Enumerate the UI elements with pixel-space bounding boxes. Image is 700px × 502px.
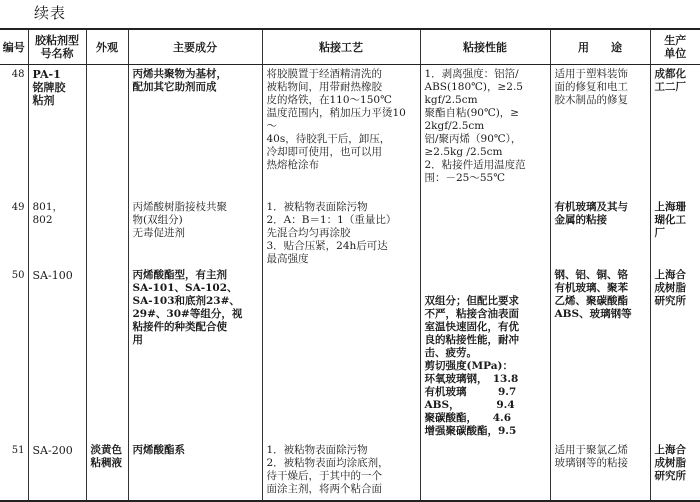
usage-cell: 钢、铝、铜、铬 有机玻璃、聚苯 乙烯、聚碳酸酯 ABS、玻璃钢等 (550, 266, 650, 441)
header-process: 粘接工艺 (262, 29, 420, 65)
usage-cell: 适用于聚氯乙烯 玻璃钢等的粘接 (550, 441, 650, 501)
row-number: 48 (11, 69, 25, 80)
row-number: 50 (11, 269, 25, 281)
header-components: 主要成分 (128, 29, 262, 65)
adhesive-name: SA-200 (28, 441, 86, 501)
maker-cell: 上海合 成树脂 研究所 (650, 266, 700, 441)
usage-cell: 适用于塑料装饰 面的修复和电工 胶木制品的修复 (550, 65, 650, 198)
process-cell (262, 266, 420, 441)
usage-cell: 有机玻璃及其与 金属的粘接 (550, 198, 650, 266)
components-cell: 丙烯酸酯系 (128, 441, 262, 501)
performance-cell (420, 441, 550, 501)
adhesive-name: PA-1 铭牌胶 粘剂 (28, 65, 86, 198)
adhesive-name: 801， 802 (28, 198, 86, 266)
maker-cell: 上海合 成树脂 研究所 (650, 441, 700, 501)
components-cell: 丙烯共聚物为基材， 配加其它助剂而成 (128, 65, 262, 198)
process-cell: 1．被粘物表面除污物 2．A：B＝1：1（重量比） 先混合均匀再涂胶 3．贴合压紧，24h后可达 最高强度 (262, 198, 420, 266)
table-row (0, 198, 700, 266)
row-number: 51 (0, 441, 28, 501)
continued-table-title: 续表 (34, 4, 67, 22)
table-row (0, 266, 700, 441)
adhesive-name: SA-100 (28, 266, 86, 441)
maker-cell: 成都化 工二厂 (650, 65, 700, 198)
components-cell: 丙烯酸树脂接枝共聚 物(双组分) 无毒促进剂 (128, 198, 262, 266)
maker-cell: 上海珊 瑚化工 厂 (650, 198, 700, 266)
performance-text: 双组分；但配比要求 不严，粘接含油表面 室温快速固化，有优 良的粘接性能，耐冲 击、疲劳。 剪切强度(MPa)： 环氧玻璃钢， 13.8 有机玻璃 9.7 ABS， 9.4 聚碳酸酯， 4.6 增强聚碳酸酯，9.5 (424, 294, 519, 437)
header-performance: 粘接性能 (420, 29, 550, 65)
appearance-cell (86, 266, 128, 441)
table-row (0, 441, 700, 501)
header-usage: 用 途 (550, 29, 650, 65)
adhesive-table (0, 28, 700, 502)
row-number: 49 (11, 201, 25, 213)
header-row (0, 29, 700, 65)
process-cell: 将胶膜置于经酒精清洗的 被粘物间，用带耐热橡胶 皮的烙铁，在110～150℃ 温度范围内，稍加压力平烫10～ 40s，待胶乳干后，卸压， 冷却即可使用，也可以用 热熔枪涂布 (262, 65, 420, 198)
table-row (0, 65, 700, 198)
performance-cell: 1．剥离强度：铝箔/ ABS(180℃)，≥2.5 kgf/2.5cm 聚酯自粘(90℃)，≥ 2kgf/2.5cm 铝/聚丙烯（90℃）， ≥2.5kg /2.5cm 2．粘接件适用温度范 围：－25～55℃ (420, 65, 550, 198)
header-maker: 生产 单位 (650, 29, 700, 65)
header-no: 编号 (0, 29, 28, 65)
performance-cell (420, 198, 550, 266)
performance-cell (420, 266, 550, 441)
appearance-cell (86, 65, 128, 198)
appearance-cell (86, 198, 128, 266)
components-cell: 丙烯酸酯型，有主剂 SA-101、SA-102、 SA-103和底剂23#、 29#、30#等组分，视 粘接件的种类配合使 用 (128, 266, 262, 441)
appearance-cell: 淡黄色 粘稠液 (86, 441, 128, 501)
header-name: 胶粘剂型 号名称 (28, 29, 86, 65)
header-appearance: 外观 (86, 29, 128, 65)
process-cell: 1．被粘物表面除污物 2．被粘物表面均涂底剂， 待干燥后，于其中的一个 面涂主剂，将两个粘合面 (262, 441, 420, 501)
